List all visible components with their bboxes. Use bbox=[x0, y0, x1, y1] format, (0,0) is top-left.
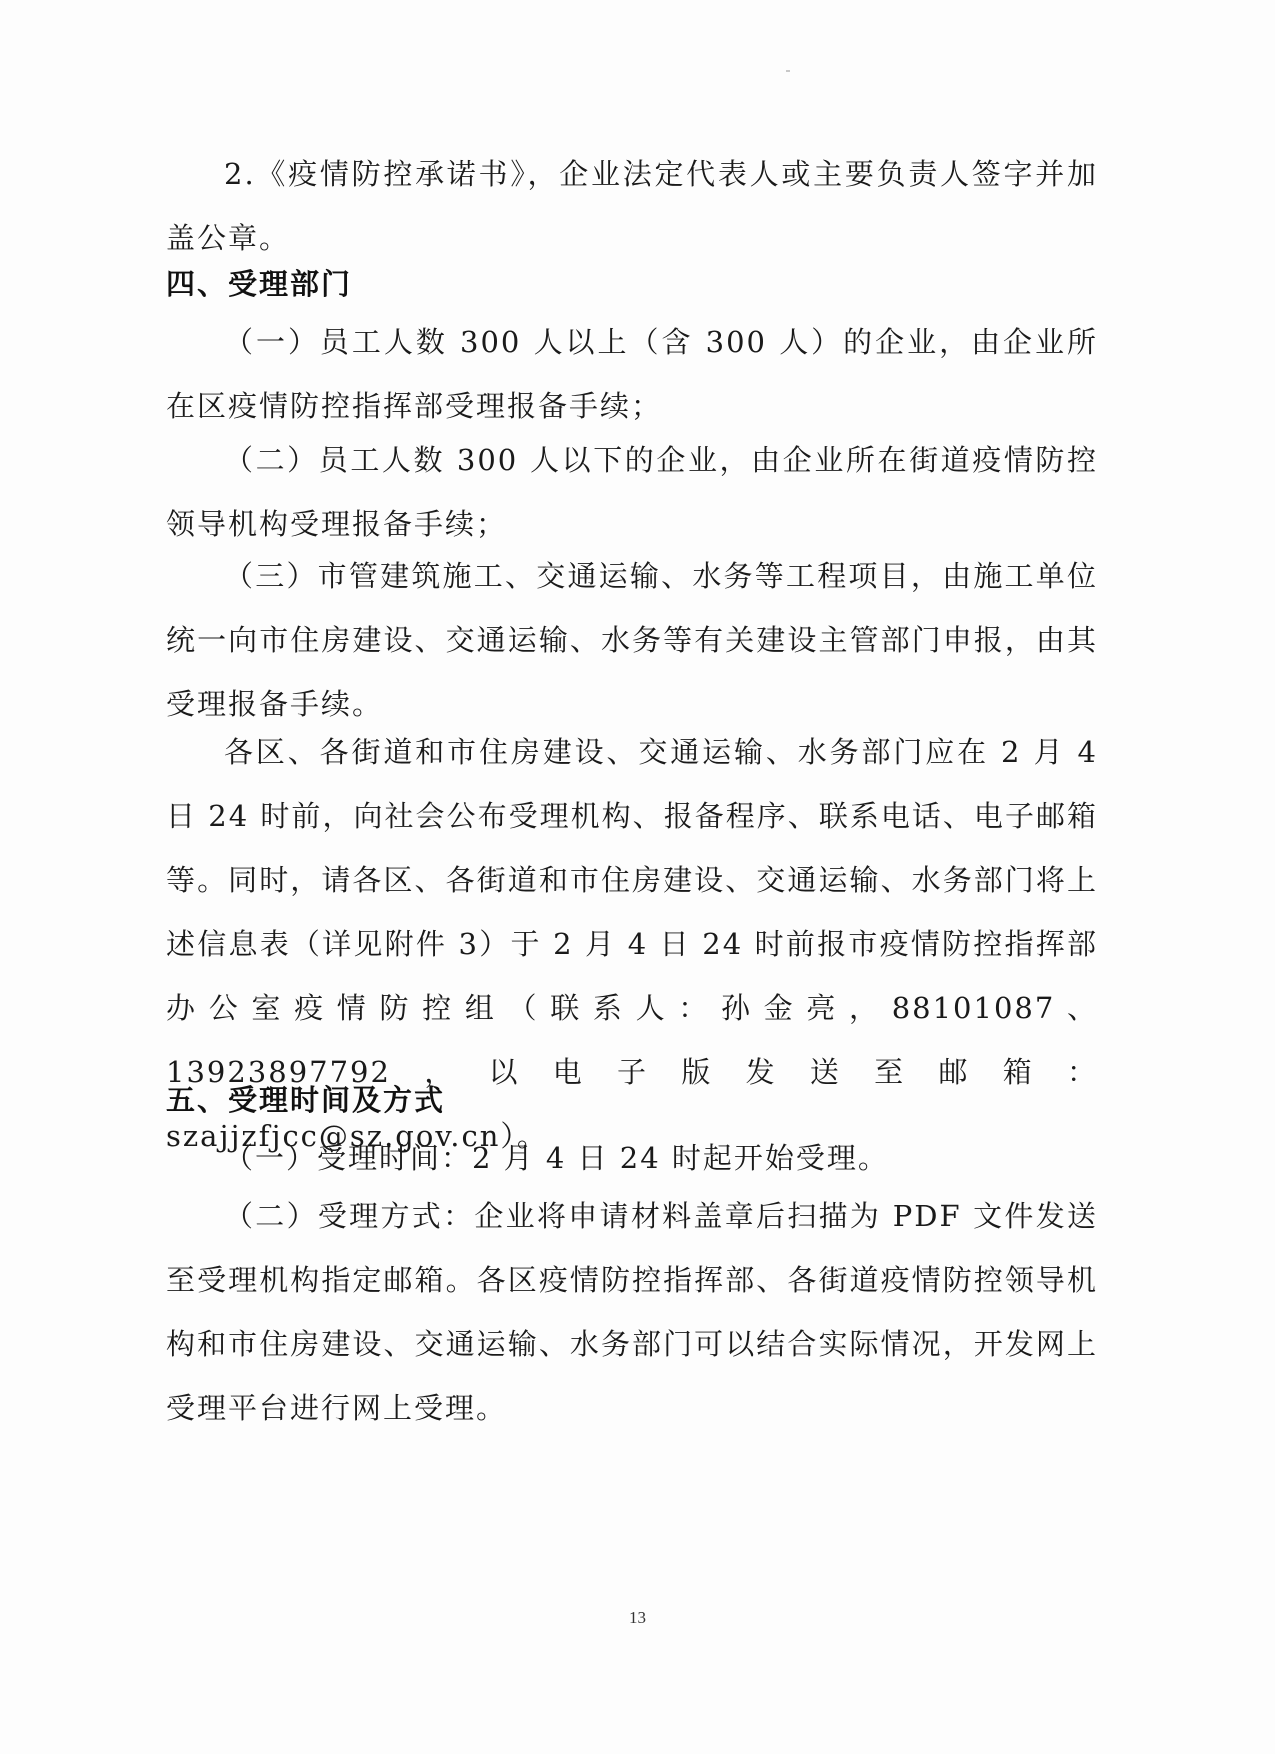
section-5-paragraph-1: （一）受理时间：2 月 4 日 24 时起开始受理。 bbox=[224, 1141, 889, 1175]
section-4-paragraph-4: 各区、各街道和市住房建设、交通运输、水务部门应在 2 月 4 日 24 时前，向社会公布受理机构、报备程序、联系电话、电子邮箱等。同时，请各区、各街道和市住房建设、交通运输、水务部门将上述信息表（详见附件 3）于 2 月 4 日 24 时前报市疫情防控指挥部办公室疫情防控组（联系人：孙金亮，88101087、13923897792，以电子版发送至邮箱：szajjzfjcc@sz.gov.cn）。 bbox=[166, 735, 1098, 1153]
section-5-paragraph-2: （二）受理方式：企业将申请材料盖章后扫描为 PDF 文件发送至受理机构指定邮箱。各区疫情防控指挥部、各街道疫情防控领导机构和市住房建设、交通运输、水务部门可以结合实际情况，开发网上受理平台进行网上受理。 bbox=[166, 1199, 1098, 1425]
section-4-heading: 四、受理部门 bbox=[166, 267, 353, 301]
section-4-paragraph-1: （一）员工人数 300 人以上（含 300 人）的企业，由企业所在区疫情防控指挥部受理报备手续； bbox=[166, 325, 1098, 423]
page-number: 13 bbox=[629, 1608, 646, 1627]
section-4-paragraph-2: （二）员工人数 300 人以下的企业，由企业所在街道疫情防控领导机构受理报备手续； bbox=[166, 443, 1098, 541]
paragraph-item-2: 2.《疫情防控承诺书》，企业法定代表人或主要负责人签字并加盖公章。 bbox=[166, 157, 1098, 255]
section-5-heading: 五、受理时间及方式 bbox=[166, 1083, 446, 1117]
section-4-paragraph-3: （三）市管建筑施工、交通运输、水务等工程项目，由施工单位统一向市住房建设、交通运输、水务等有关建设主管部门申报，由其受理报备手续。 bbox=[166, 559, 1098, 721]
scan-mark bbox=[786, 70, 790, 72]
